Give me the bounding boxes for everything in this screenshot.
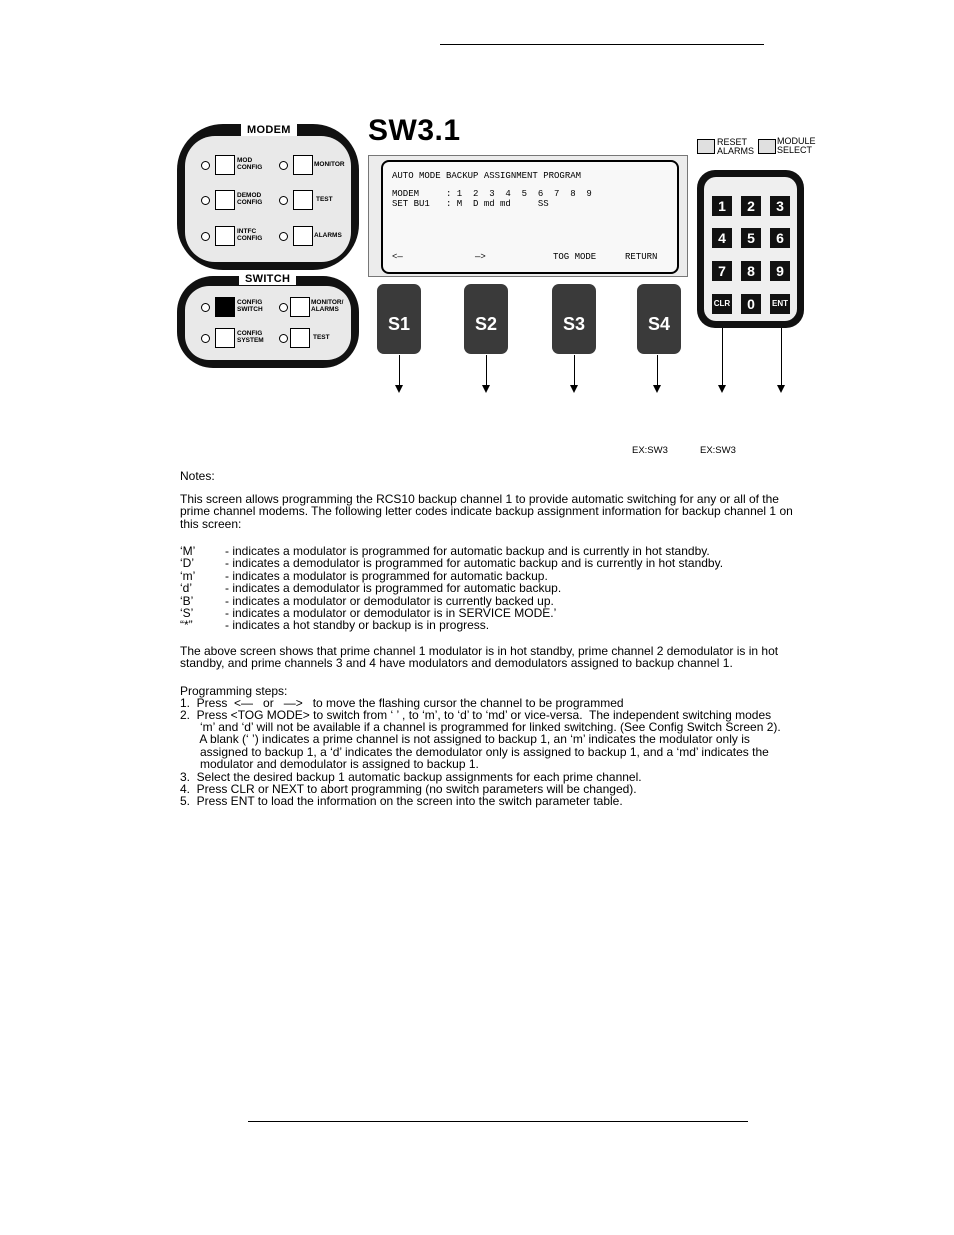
code-d-desc: - indicates a demodulator is programmed for automatic backup. [225, 581, 562, 595]
top-rule [440, 44, 764, 45]
step-line-9: 5. Press ENT to load the information on the screen into the switch parameter table. [180, 794, 623, 808]
intfc-config-led [201, 232, 210, 241]
code-B-desc: - indicates a modulator or demodulator is currently backed up. [225, 594, 554, 608]
demod-config-label: DEMOD CONFIG [237, 192, 263, 206]
ent-arrowhead [777, 385, 785, 393]
intfc-config-label: INTFC CONFIG [237, 228, 263, 242]
switch-panel [177, 276, 359, 368]
key-8[interactable]: 8 [741, 261, 761, 281]
s4-arrow [657, 355, 658, 385]
config-system-label: CONFIG SYSTEM [237, 330, 264, 344]
config-switch-label: CONFIG SWITCH [237, 299, 263, 313]
s2-arrow [486, 355, 487, 385]
monitor-alarms-button[interactable] [290, 297, 310, 317]
softkey-label-1: <— [392, 252, 403, 262]
test-label: TEST [316, 196, 333, 203]
display-line-1: AUTO MODE BACKUP ASSIGNMENT PROGRAM [392, 171, 582, 181]
key-9[interactable]: 9 [770, 261, 790, 281]
monitor-alarms-led [279, 303, 288, 312]
module-select-label: MODULE SELECT [777, 136, 816, 155]
step-line-5: assigned to backup 1, a ‘d’ indicates the demodulator only is assigned to backup 1, and a ‘md’ indicates the [180, 745, 769, 759]
notes-summary: The above screen shows that prime channel 1 modulator is in hot standby, prime channel 2 demodulator is in hot standby, and prime channels 3 and 4 have modulators and demodulators assigned to backup channel 1. [180, 644, 779, 671]
clr-arrow [722, 320, 723, 385]
monitor-button[interactable] [293, 155, 313, 175]
s4-arrowhead [653, 385, 661, 393]
module-select-button[interactable] [758, 139, 776, 154]
steps-heading: Programming steps: [180, 684, 288, 698]
monitor-label: MONITOR [314, 161, 345, 168]
key-6[interactable]: 6 [770, 228, 790, 248]
config-system-led [201, 334, 210, 343]
notes-heading: Notes: [180, 469, 215, 483]
display-line-2: MODEM : 1 2 3 4 5 6 7 8 9 [392, 189, 592, 199]
step-line-7: 3. Select the desired backup 1 automatic backup assignments for each prime channel. [180, 770, 642, 784]
step-line-3: ‘m’ and ‘d’ will not be available if a channel is programmed for linked switching. (See Config Switch Screen 2). [180, 720, 781, 734]
softkey-label-3: TOG MODE [553, 252, 597, 262]
test-led [279, 196, 288, 205]
s4-button[interactable]: S4 [637, 284, 681, 354]
key-7[interactable]: 7 [712, 261, 732, 281]
code-S: ‘S’ [180, 606, 194, 620]
key-0[interactable]: 0 [741, 294, 761, 314]
s2-button[interactable]: S2 [464, 284, 508, 354]
step-line-1: 1. Press <— or —> to move the flashing cursor the channel to be programmed [180, 696, 624, 710]
notes-intro: This screen allows programming the RCS10 backup channel 1 to provide automatic switching for any or all of the prime channel modems. The following letter codes indicate backup assignment information for backup channel 1 on this screen: [180, 492, 793, 531]
intfc-config-button[interactable] [215, 226, 235, 246]
s3-button[interactable]: S3 [552, 284, 596, 354]
softkey-label-2: —> [475, 252, 486, 262]
code-star: “*” [180, 618, 193, 632]
alarms-led [279, 232, 288, 241]
alarms-button[interactable] [293, 226, 313, 246]
step-line-4: A blank (‘ ’) indicates a prime channel is not assigned to backup 1, an ‘m’ indicates the modulator only is [180, 732, 750, 746]
demod-config-button[interactable] [215, 190, 235, 210]
code-star-desc: - indicates a hot standby or backup is in progress. [225, 618, 490, 632]
screen-title: SW3.1 [368, 114, 461, 147]
config-switch-button[interactable] [215, 297, 235, 317]
code-M-desc: - indicates a modulator is programmed for automatic backup and is currently in hot standby. [225, 544, 710, 558]
softkey-label-4: RETURN [625, 252, 658, 262]
clr-arrowhead [718, 385, 726, 393]
code-d: ‘d’ [180, 581, 193, 595]
s2-arrowhead [482, 385, 490, 393]
switch-test-label: TEST [313, 334, 330, 341]
code-m: ‘m’ [180, 569, 196, 583]
key-3[interactable]: 3 [770, 196, 790, 216]
s3-arrow [574, 355, 575, 385]
code-D: ‘D’ [180, 556, 194, 570]
s1-arrowhead [395, 385, 403, 393]
key-clr[interactable]: CLR [712, 294, 732, 314]
key-5[interactable]: 5 [741, 228, 761, 248]
mod-config-label: MOD CONFIG [237, 157, 263, 171]
alarms-label: ALARMS [314, 232, 342, 239]
reset-alarms-label: RESET ALARMS [717, 137, 755, 156]
lcd-display [381, 160, 679, 274]
config-switch-led [201, 303, 210, 312]
config-system-button[interactable] [215, 328, 235, 348]
display-line-3: SET BU1 : M D md md SS [392, 199, 549, 209]
s1-button[interactable]: S1 [377, 284, 421, 354]
step-line-8: 4. Press CLR or NEXT to abort programming (no switch parameters will be changed). [180, 782, 637, 796]
ent-arrow [781, 320, 782, 385]
mod-config-led [201, 161, 210, 170]
modem-panel-title: MODEM [241, 124, 297, 136]
bottom-rule [248, 1121, 748, 1122]
monitor-led [279, 161, 288, 170]
key-ent[interactable]: ENT [770, 294, 790, 314]
switch-test-led [279, 334, 288, 343]
key-1[interactable]: 1 [712, 196, 732, 216]
code-m-desc: - indicates a modulator is programmed for automatic backup. [225, 569, 548, 583]
key-4[interactable]: 4 [712, 228, 732, 248]
step-line-2: 2. Press <TOG MODE> to switch from ‘ ’ , to ‘m’, to ‘d’ to ‘md’ or vice-versa. The independent switching modes [180, 708, 772, 722]
test-button[interactable] [293, 190, 313, 210]
code-D-desc: - indicates a demodulator is programmed for automatic backup and is currently in hot standby. [225, 556, 724, 570]
code-M: ‘M’ [180, 544, 196, 558]
key-2[interactable]: 2 [741, 196, 761, 216]
demod-config-led [201, 196, 210, 205]
code-B: ‘B’ [180, 594, 194, 608]
s1-arrow [399, 355, 400, 385]
monitor-alarms-label: MONITOR/ ALARMS [311, 299, 344, 313]
step-line-6: modulator and demodulator is assigned to backup 1. [180, 757, 479, 771]
figure-ref-1: EX:SW3 [632, 445, 668, 456]
s3-arrowhead [570, 385, 578, 393]
mod-config-button[interactable] [215, 155, 235, 175]
code-S-desc: - indicates a modulator or demodulator is in SERVICE MODE.’ [225, 606, 557, 620]
figure-ref-2: EX:SW3 [700, 445, 736, 456]
switch-test-button[interactable] [290, 328, 310, 348]
switch-panel-title: SWITCH [239, 273, 296, 285]
reset-alarms-button[interactable] [697, 139, 715, 154]
